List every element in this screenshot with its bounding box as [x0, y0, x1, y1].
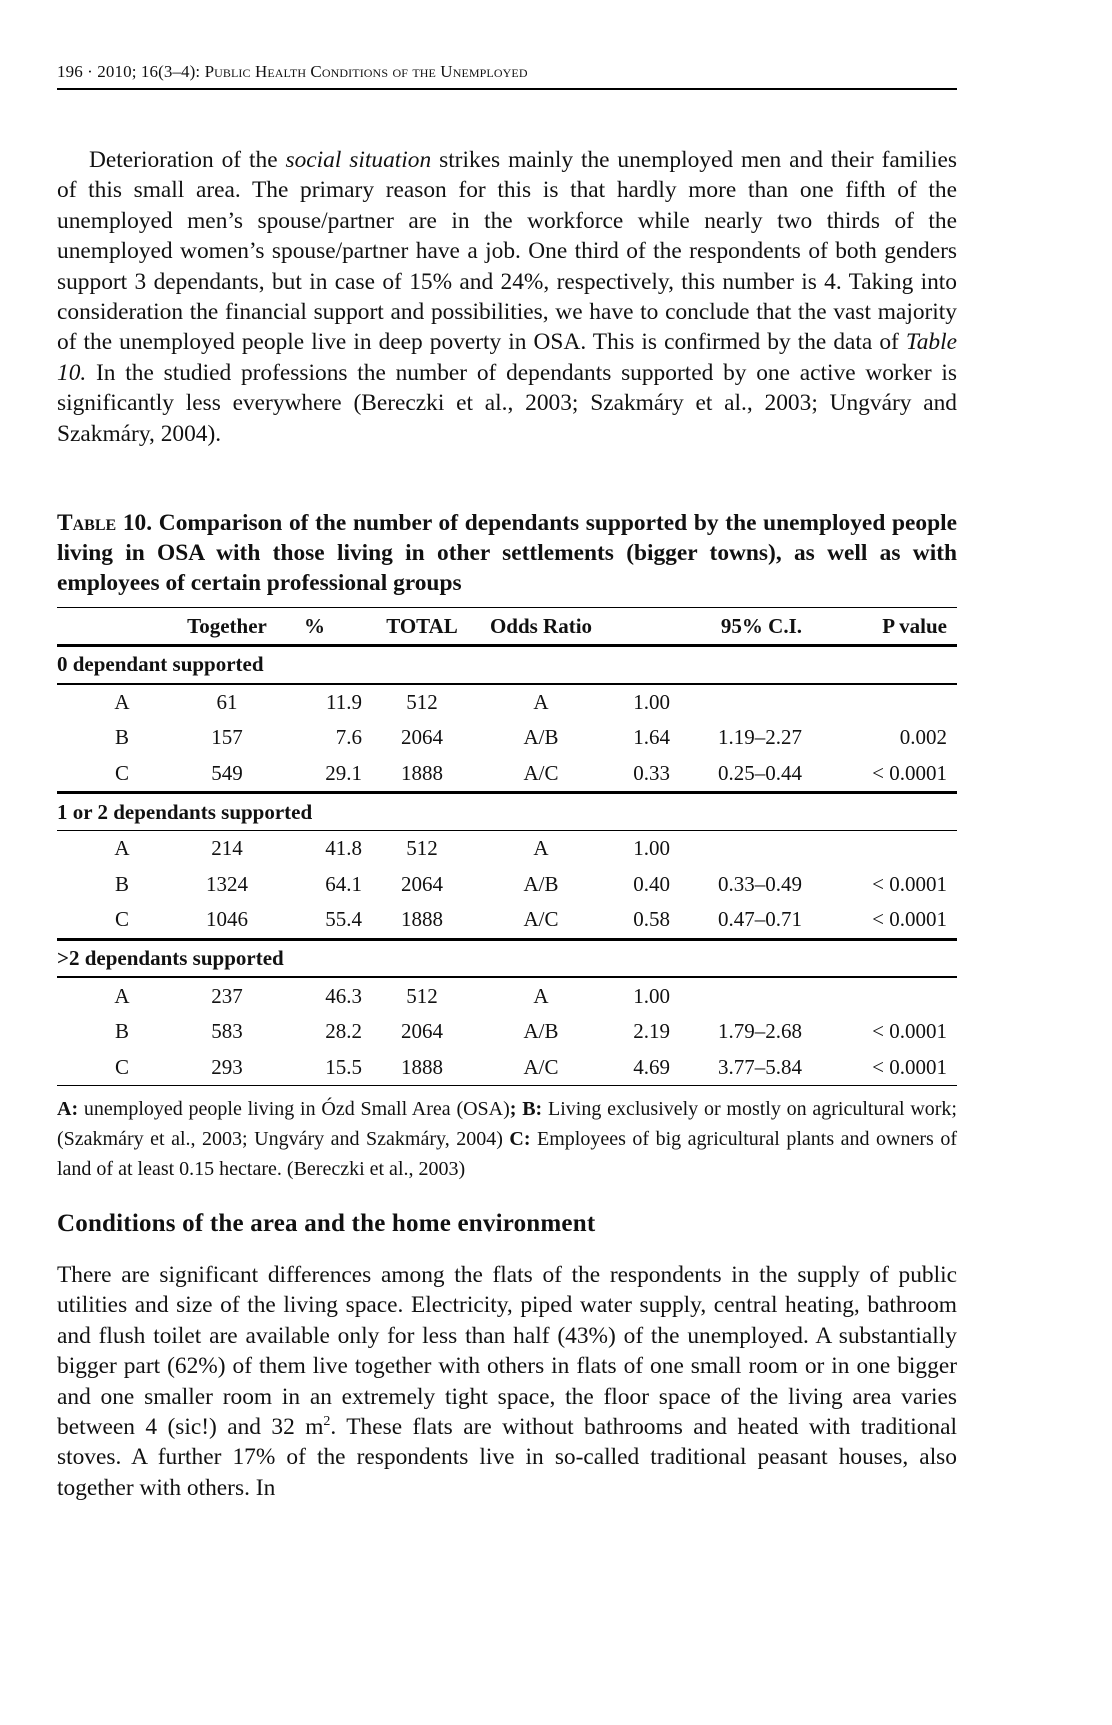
col-header-group [57, 608, 187, 646]
cell-percent: 28.2 [325, 1019, 362, 1044]
col-header-odds-ratio: Odds Ratio [482, 608, 600, 646]
section-row [57, 793, 957, 831]
cell-or-value: 1.64 [633, 725, 670, 750]
section-title: 0 dependant supported [57, 646, 957, 684]
cell-group: B [114, 725, 129, 750]
separator-dot: · [87, 62, 98, 81]
paragraph-home-environment [57, 1260, 957, 1503]
table-row [57, 756, 957, 793]
cell-or-label: A/C [523, 907, 559, 932]
cell-group: A [114, 689, 130, 714]
cell-or-label: A [533, 836, 549, 861]
table-caption-text: Comparison of the number of dependants supported by the unemployed people living in OSA with those living in other settlements (bigger towns), as well as with employees of certain professional groups [57, 510, 957, 596]
table-row [57, 720, 957, 756]
table-row [57, 684, 957, 721]
citation: 2010; 16(3–4): [97, 62, 201, 81]
cell-percent: 15.5 [267, 1050, 362, 1086]
text-span: In the studied professions the number of dependants supported by one active worker is significantly less everywhere (Bereczki et al., 2003; Szakmáry et al., 2003; Ungváry and Szakmáry, 2004). [57, 359, 957, 447]
cell-or-label: A [533, 983, 549, 1008]
table-label: Table 10. [57, 510, 153, 536]
cell-or-label: A/C [523, 761, 559, 786]
cell-percent: 11.9 [326, 689, 362, 714]
cell-total: 512 [406, 836, 438, 861]
cell-or-value: 1.00 [633, 689, 670, 714]
footnote-label-c: C: [509, 1128, 531, 1150]
table-row [57, 1050, 957, 1086]
cell-p-value [802, 684, 957, 721]
cell-total: 512 [406, 983, 438, 1008]
table-row [57, 830, 957, 866]
cell-total: 2064 [401, 871, 443, 896]
cell-total: 512 [406, 689, 438, 714]
cell-total: 2064 [401, 725, 443, 750]
header-rule [57, 88, 957, 90]
cell-or-value: 0.40 [633, 871, 670, 896]
cell-together: 237 [211, 983, 243, 1008]
section-heading: Conditions of the area and the home environment [57, 1210, 596, 1237]
cell-ci [670, 977, 802, 1014]
col-header-p-value: P value [802, 608, 957, 646]
dependants-table [57, 607, 957, 1086]
cell-together: 157 [211, 725, 243, 750]
cell-p-value: 0.002 [899, 725, 947, 750]
footnote-label-b: ; B: [509, 1098, 543, 1120]
cell-ci: 0.33–0.49 [718, 871, 802, 896]
cell-percent: 46.3 [325, 983, 362, 1008]
cell-p-value: < 0.0001 [802, 1050, 957, 1086]
table-caption [57, 508, 957, 598]
section-title: 1 or 2 dependants supported [57, 793, 957, 831]
cell-total: 1888 [362, 1050, 482, 1086]
footnote-text-b: Living exclusively or mostly on agricultural work; (Szakmáry et al., 2003; Ungváry and Szakmáry, 2004) [57, 1098, 957, 1150]
page-number: 196 [57, 62, 83, 81]
cell-together: 1046 [206, 907, 248, 932]
cell-group: A [114, 983, 130, 1008]
text-span: There are significant differences among the flats of the respondents in the supply of public utilities and size of the living space. Electricity, piped water supply, central heating, bathroom and flush toilet are available only for less than half (43%) of the unemployed. A substantially bigger part (62%) of them live together with others in flats of one small room or in one bigger and one smaller room in an extremely tight space, the floor space of the living area varies between 4 (sic!) and 32 m [57, 1262, 957, 1441]
cell-group: C [114, 907, 129, 932]
cell-ci [670, 830, 802, 866]
table-row [57, 977, 957, 1014]
cell-group: B [114, 1019, 129, 1044]
cell-group: B [114, 871, 129, 896]
section-title: >2 dependants supported [57, 939, 957, 977]
section-row [57, 939, 957, 977]
journal-title: Public Health Conditions of the Unemployed [204, 62, 528, 81]
cell-total: 2064 [401, 1019, 443, 1044]
table-row [57, 867, 957, 903]
footnote-text-c: Employees of big agricultural plants and owners of land of at least 0.15 hectare. (Bereczki et al., 2003) [57, 1128, 957, 1180]
cell-percent: 64.1 [325, 871, 362, 896]
cell-or-label: A/B [523, 1019, 559, 1044]
col-header-total: TOTAL [362, 608, 482, 646]
col-header-together: Together [187, 608, 267, 646]
cell-percent: 55.4 [325, 907, 362, 932]
footnote-label-a: A: [57, 1098, 79, 1120]
cell-percent: 7.6 [335, 725, 362, 750]
cell-together: 214 [211, 836, 243, 861]
cell-or-value: 0.33 [633, 761, 670, 786]
cell-group: A [114, 836, 130, 861]
cell-together: 61 [216, 689, 238, 714]
cell-percent: 29.1 [325, 761, 362, 786]
cell-p-value: < 0.0001 [872, 1019, 947, 1044]
italic-phrase: social situation [285, 147, 432, 173]
cell-total: 1888 [401, 761, 443, 786]
cell-ci: 1.79–2.68 [718, 1019, 802, 1044]
col-header-or-value [600, 608, 670, 646]
cell-p-value: < 0.0001 [872, 761, 947, 786]
cell-or-value: 0.58 [633, 907, 670, 932]
footnote-text-a: unemployed people living in Ózd Small Area (OSA) [78, 1098, 510, 1120]
cell-or-label: A [533, 689, 549, 714]
cell-ci: 0.25–0.44 [718, 761, 802, 786]
cell-together: 1324 [206, 871, 248, 896]
text-span: Deterioration of the [89, 147, 286, 173]
table-row [57, 1014, 957, 1050]
cell-percent: 41.8 [325, 836, 362, 861]
cell-or-value: 2.19 [633, 1019, 670, 1044]
cell-ci: 1.19–2.27 [718, 725, 802, 750]
paragraph-social-situation [57, 145, 957, 449]
superscript: 2 [323, 1414, 331, 1430]
table-footnote [57, 1094, 957, 1184]
table-row [57, 902, 957, 939]
section-row [57, 646, 957, 684]
col-header-percent: % [267, 608, 362, 646]
cell-ci [670, 684, 802, 721]
text-span: strikes mainly the unemployed men and their families of this small area. The primary reason for this is that hardly more than one fifth of the unemployed men’s spouse/partner are in the workforce while nearly two thirds of the unemployed women’s spouse/partner have a job. One third of the respondents of both genders support 3 dependants, but in case of 15% and 24%, respectively, this number is 4. Taking into consideration the financial support and possibilities, we have to conclude that the vast majority of the unemployed people live in deep poverty in OSA. This is confirmed by the data of [57, 147, 957, 356]
cell-or-label: A/B [523, 871, 559, 896]
cell-group: C [57, 1050, 187, 1086]
cell-p-value [802, 830, 957, 866]
cell-total: 1888 [401, 907, 443, 932]
cell-group: C [114, 761, 129, 786]
cell-or-label: A/B [523, 725, 559, 750]
cell-or-value: 1.00 [633, 983, 670, 1008]
table-reference: Table 10. [57, 329, 957, 386]
col-header-ci: 95% C.I. [670, 608, 802, 646]
cell-together: 583 [211, 1019, 243, 1044]
cell-or-value: 4.69 [600, 1050, 670, 1086]
cell-together: 549 [211, 761, 243, 786]
cell-p-value: < 0.0001 [872, 907, 947, 932]
cell-p-value [802, 977, 957, 1014]
cell-or-value: 1.00 [633, 836, 670, 861]
table-header-row [57, 608, 957, 646]
cell-ci: 0.47–0.71 [718, 907, 802, 932]
cell-p-value: < 0.0001 [872, 871, 947, 896]
cell-or-label: A/C [482, 1050, 600, 1086]
running-head [57, 62, 957, 82]
cell-ci: 3.77–5.84 [670, 1050, 802, 1086]
cell-together: 293 [187, 1050, 267, 1086]
text-span: . These flats are without bathrooms and heated with traditional stoves. A further 17% of the respondents live in so-called traditional peasant houses, also together with others. In [57, 1414, 957, 1501]
